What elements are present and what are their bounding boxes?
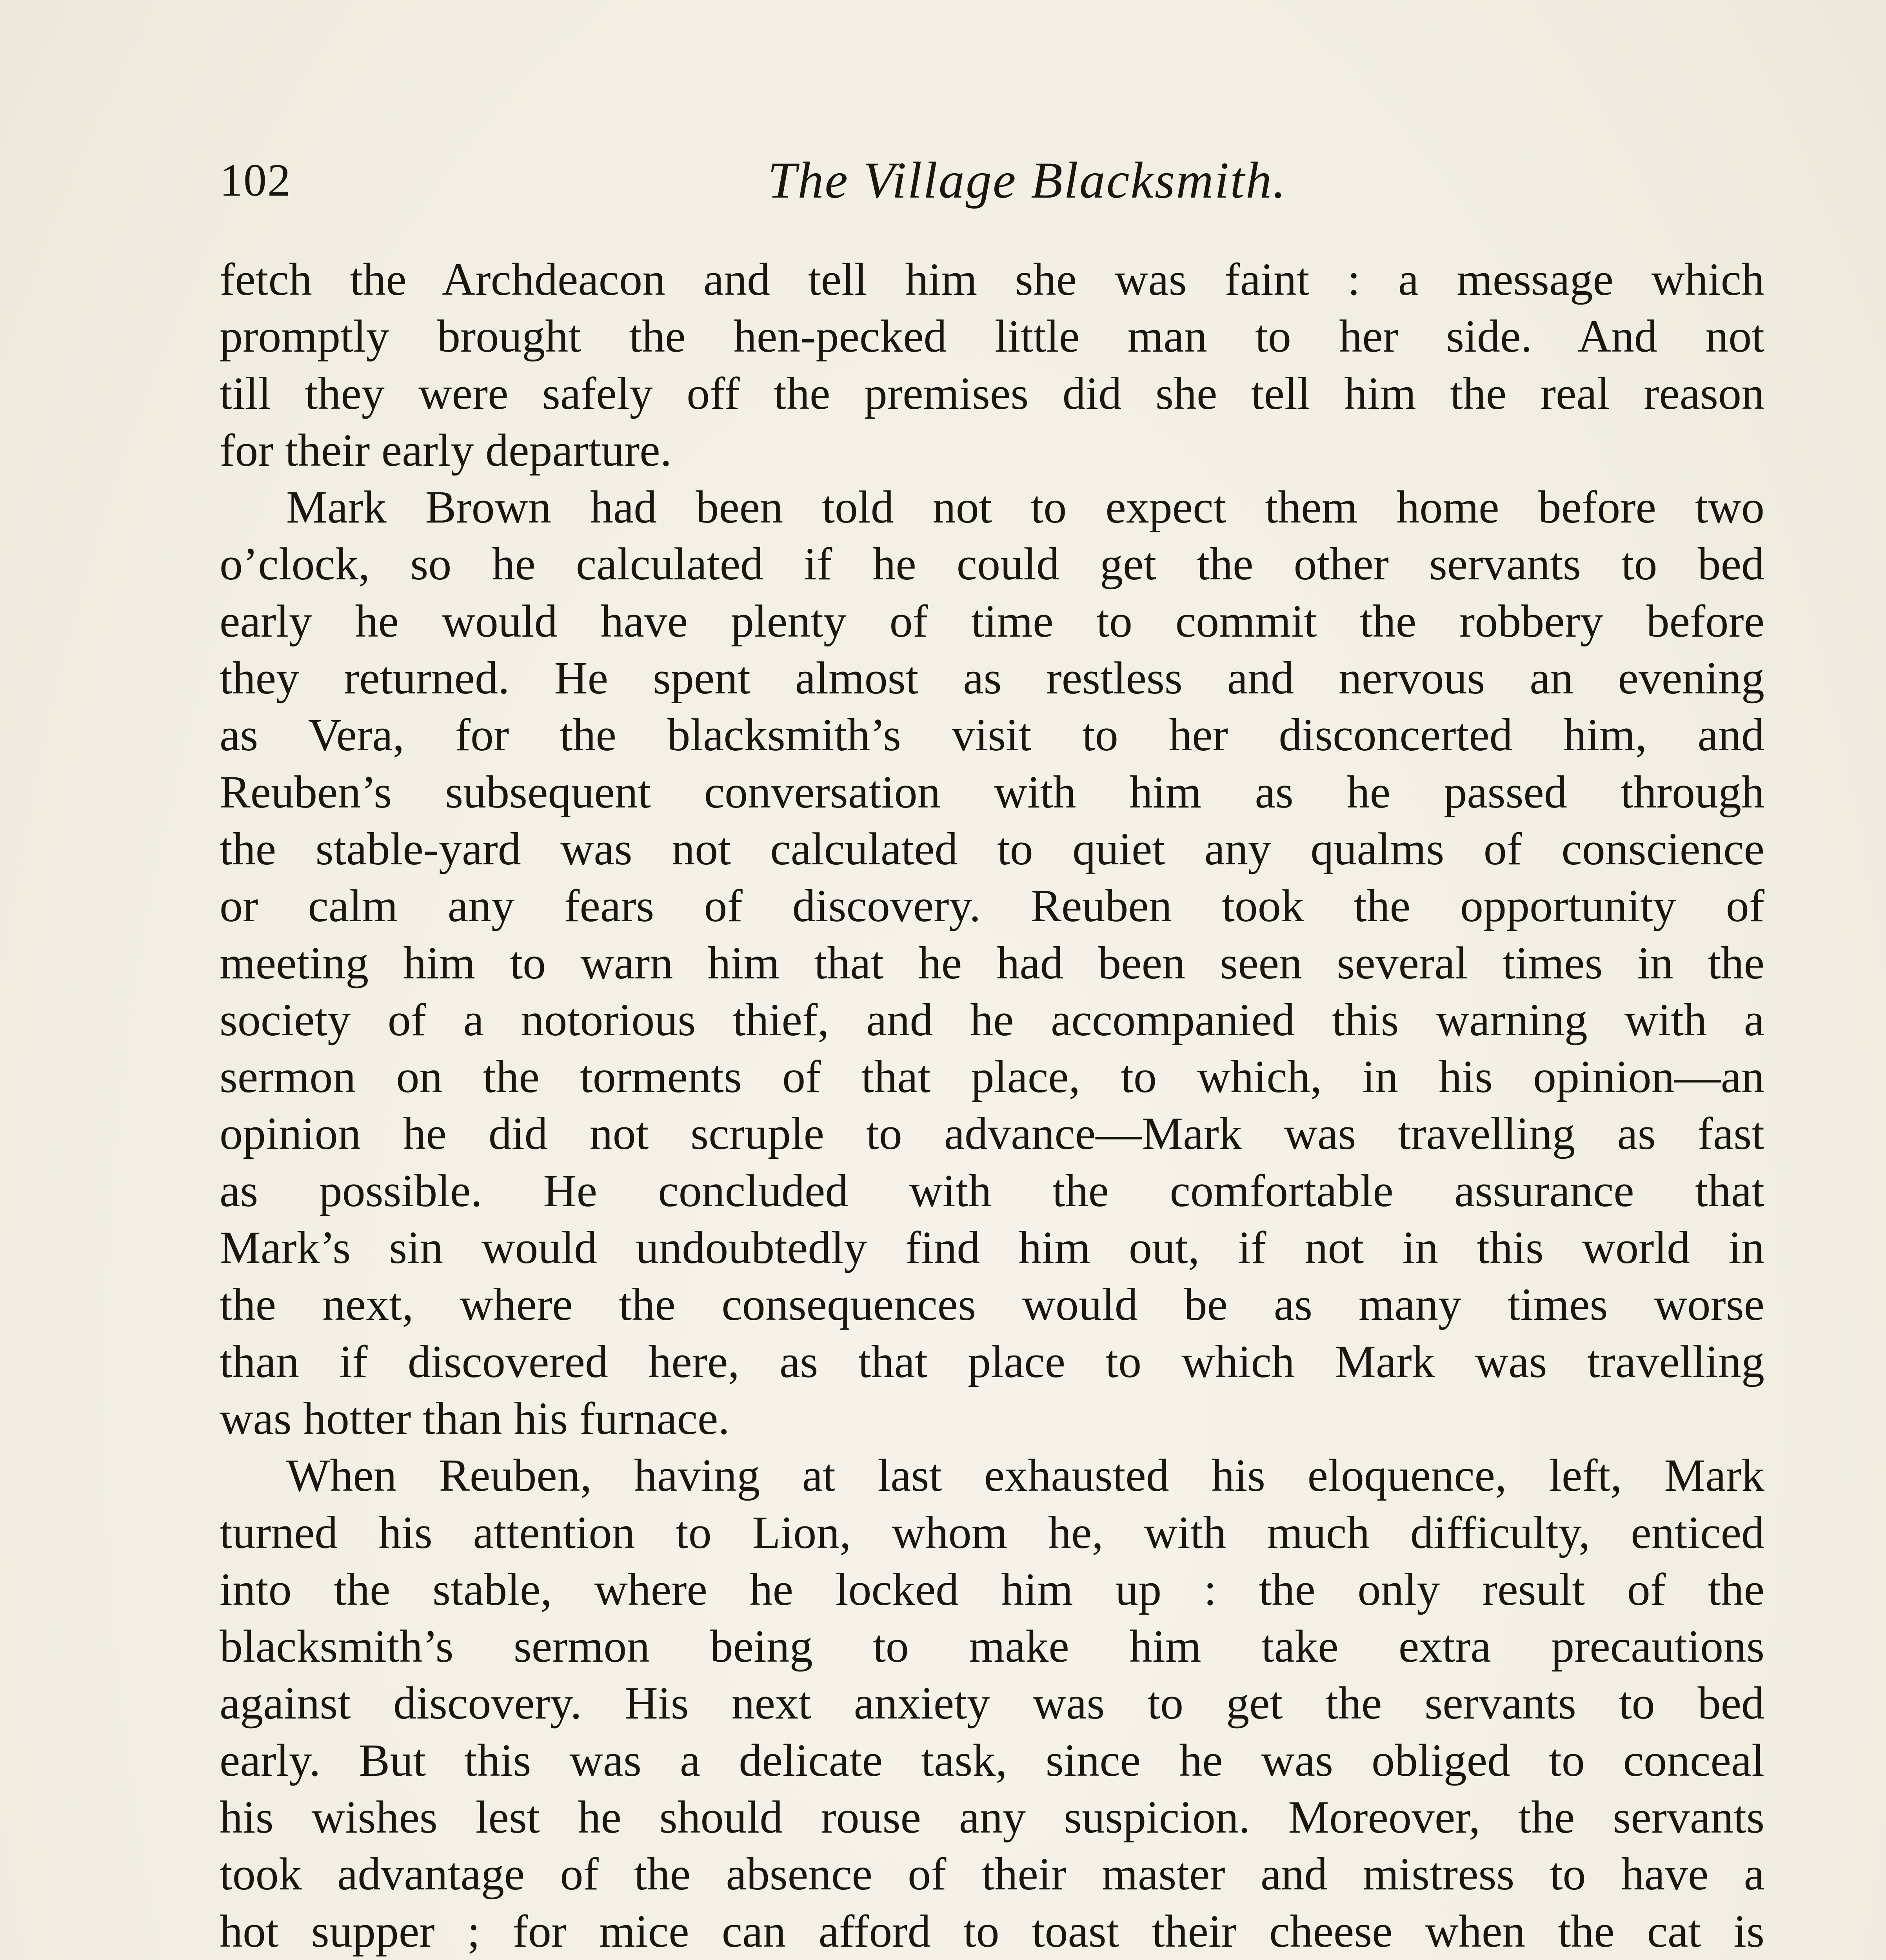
text-line: Mark’s sin would undoubtedly find him out, if not in this world in: [220, 1222, 1764, 1274]
text-line: as Vera, for the blacksmith’s visit to her disconcerted him, and: [220, 709, 1764, 761]
page-number: 102: [220, 154, 291, 206]
text-line: against discovery. His next anxiety was to get the servants to bed: [220, 1677, 1764, 1729]
text-line: was hotter than his furnace.: [220, 1392, 730, 1444]
text-line: till they were safely off the premises did she tell him the real reason: [220, 367, 1764, 419]
text-line: society of a notorious thief, and he accompanied this warning with a: [220, 994, 1764, 1045]
text-line: turned his attention to Lion, whom he, with much difficulty, enticed: [220, 1506, 1764, 1558]
text-line: than if discovered here, as that place to which Mark was travelling: [220, 1336, 1764, 1387]
text-line: his wishes lest he should rouse any suspicion. Moreover, the servants: [220, 1791, 1764, 1843]
text-line: early. But this was a delicate task, since he was obliged to conceal: [220, 1734, 1764, 1786]
body-text: [220, 251, 1764, 1960]
text-line: hot supper ; for mice can afford to toast their cheese when the cat is: [220, 1905, 1764, 1957]
text-line: Mark Brown had been told not to expect them home before two: [286, 481, 1764, 533]
text-line: opinion he did not scruple to advance—Mark was travelling as fast: [220, 1108, 1764, 1160]
text-line: into the stable, where he locked him up : the only result of the: [220, 1563, 1764, 1615]
text-line: sermon on the torments of that place, to which, in his opinion—an: [220, 1051, 1764, 1103]
text-line: took advantage of the absence of their master and mistress to have a: [220, 1848, 1764, 1900]
running-title: The Village Blacksmith.: [768, 151, 1287, 209]
text-line: the stable-yard was not calculated to quiet any qualms of conscience: [220, 823, 1764, 875]
text-line: promptly brought the hen-pecked little man to her side. And not: [220, 310, 1764, 362]
text-line: the next, where the consequences would be as many times worse: [220, 1279, 1764, 1330]
text-line: for their early departure.: [220, 424, 672, 476]
text-line: as possible. He concluded with the comfortable assurance that: [220, 1165, 1764, 1216]
text-line: or calm any fears of discovery. Reuben took the opportunity of: [220, 880, 1764, 932]
text-line: o’clock, so he calculated if he could get the other servants to bed: [220, 538, 1764, 590]
text-line: early he would have plenty of time to commit the robbery before: [220, 595, 1764, 647]
text-line: they returned. He spent almost as restless and nervous an evening: [220, 652, 1764, 704]
text-line: Reuben’s subsequent conversation with him as he passed through: [220, 766, 1764, 818]
text-line: When Reuben, having at last exhausted his eloquence, left, Mark: [286, 1450, 1764, 1501]
text-line: fetch the Archdeacon and tell him she was faint : a message which: [220, 254, 1764, 305]
page-header: [220, 145, 1686, 216]
text-line: meeting him to warn him that he had been seen several times in the: [220, 937, 1764, 989]
text-line: blacksmith’s sermon being to make him take extra precautions: [220, 1621, 1764, 1672]
